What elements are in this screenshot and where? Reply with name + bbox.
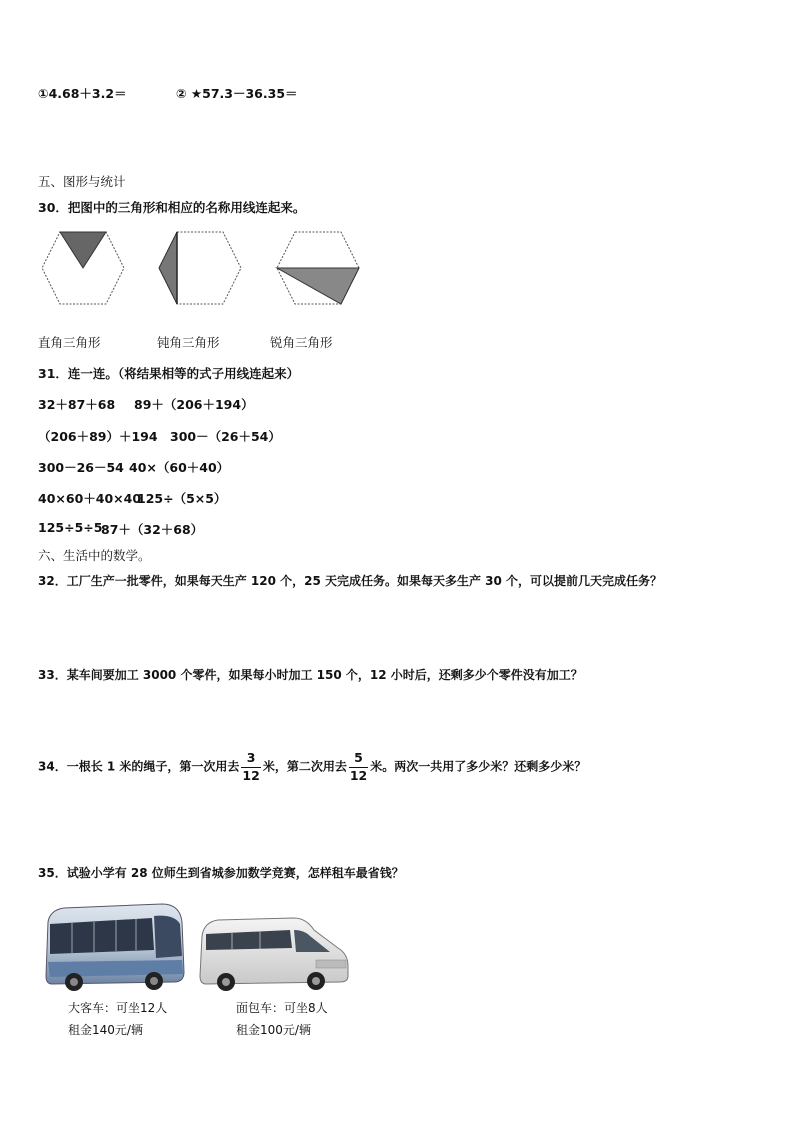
question-32: 32．工厂生产一批零件，如果每天生产 120 个，25 天完成任务。如果每天多生产 30 个，可以提前几天完成任务？: [38, 574, 663, 588]
q31-right-4: 125÷（5×5）: [137, 491, 227, 506]
q31-left-2: （206＋89）＋194: [38, 429, 158, 444]
label-right-triangle: 直角三角形: [38, 335, 101, 350]
hexagon-acute-triangle-figure: [273, 230, 363, 308]
q34-text-2: 米，第二次用去: [262, 759, 347, 774]
van-caption-capacity: 面包车：可坐8人: [236, 1001, 328, 1015]
q31-left-1: 32＋87＋68: [38, 397, 116, 412]
bus-caption-capacity: 大客车：可坐12人: [68, 1001, 168, 1015]
q31-right-2: 300－（26＋54）: [170, 429, 281, 444]
question-31: 31．连一连。（将结果相等的式子用线连起来）: [38, 366, 300, 381]
q34-text-1: 34．一根长 1 米的绳子，第一次用去: [38, 759, 240, 774]
bus-image: [42, 902, 187, 994]
q31-right-3: 40×（60＋40）: [129, 460, 230, 475]
van-image: [198, 914, 350, 994]
fraction-3-12: $\frac{3}{12}$: [242, 750, 260, 783]
q31-left-3: 300－26－54: [38, 460, 124, 475]
q31-right-5: 87＋（32＋68）: [101, 522, 204, 537]
section-5-title: 五、图形与统计: [38, 174, 126, 189]
label-obtuse-triangle: 钝角三角形: [157, 335, 220, 350]
question-33: 33．某车间要加工 3000 个零件，如果每小时加工 150 个，12 小时后，还剩多少个零件没有加工？: [38, 668, 583, 682]
calc-item-2: ② ★57.3－36.35＝: [176, 86, 298, 101]
q31-right-1: 89＋（206＋194）: [134, 397, 254, 412]
section-6-title: 六、生活中的数学。: [38, 548, 151, 563]
van-caption-price: 租金100元/辆: [236, 1023, 311, 1037]
q31-left-4: 40×60＋40×40: [38, 491, 142, 506]
question-35: 35．试验小学有 28 位师生到省城参加数学竞赛，怎样租车最省钱？: [38, 866, 404, 880]
hexagon-right-triangle-figure: [38, 230, 128, 308]
fraction-5-12: $\frac{5}{12}$: [349, 750, 368, 783]
label-acute-triangle: 锐角三角形: [270, 335, 333, 350]
q34-text-3: 米。两次一共用了多少米？还剩多少米？: [370, 759, 587, 774]
bus-caption-price: 租金140元/辆: [68, 1023, 143, 1037]
calc-item-1: ①4.68＋3.2＝: [38, 86, 127, 101]
question-30: 30．把图中的三角形和相应的名称用线连起来。: [38, 200, 306, 215]
hexagon-obtuse-triangle-figure: [155, 230, 245, 308]
question-34: [38, 752, 586, 782]
q31-left-5: 125÷5÷5: [38, 520, 103, 535]
